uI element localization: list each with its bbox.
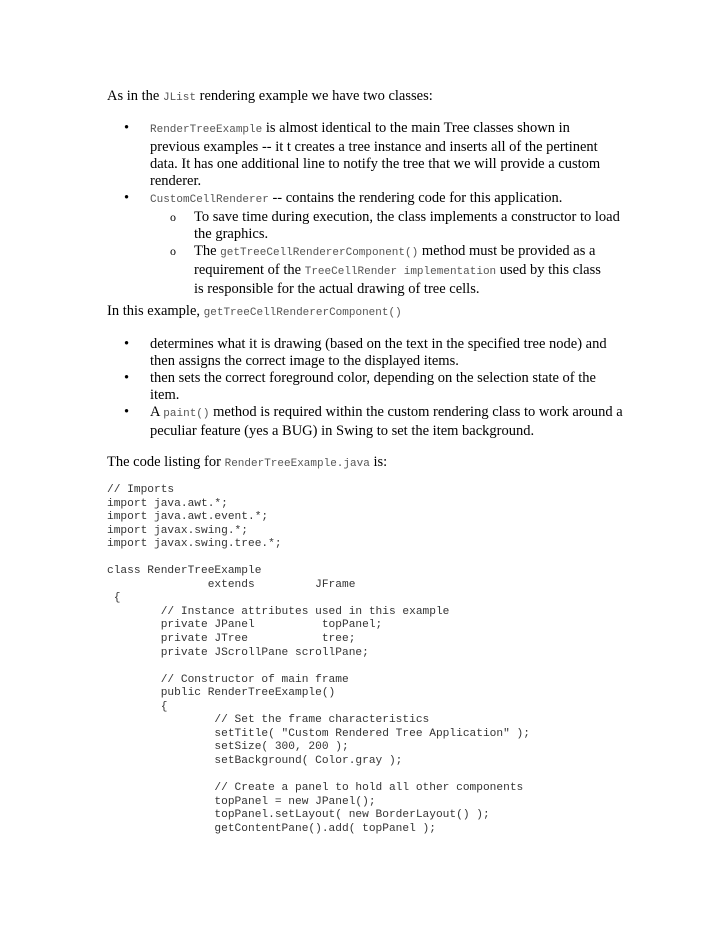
bullet-code: RenderTreeExample <box>150 124 263 136</box>
bullet-line: CustomCellRenderer -- contains the rendering code for this application. <box>150 190 563 206</box>
bullet-icon: • <box>124 404 130 420</box>
inline-code: getTreeCellRendererComponent() <box>203 307 402 319</box>
list-item <box>124 190 630 298</box>
bullet-code: CustomCellRenderer <box>150 194 269 206</box>
circle-bullet-icon: o <box>170 244 176 258</box>
list-item: • then sets the correct foreground color, depending on the selection state of the item. <box>124 370 596 403</box>
sub-list-item: o To save time during execution, the class implements a constructor to load the graphics. <box>170 209 620 242</box>
bullet-icon: • <box>124 336 130 352</box>
code-listing: // Imports import java.awt.*; import java.awt.event.*; import javax.swing.*; import javax.swing.tree.*; class RenderTreeExample extends JFrame { // Instance attributes used in this example private JPanel topPanel; private JTree tree; private JScrollPane scrollPane; // Constructor of main frame public RenderTreeExample() { // Set the frame characteristics setTitle( "Custom Rendered Tree Application" ); setSize( 300, 200 ); setBackground( Color.gray ); // Create a panel to hold all other components topPanel = new JPanel(); topPanel.setLayout( new BorderLayout() ); getContentPane().add( topPanel ); <box>107 484 530 835</box>
inline-code: getTreeCellRendererComponent() <box>220 247 419 259</box>
circle-bullet-icon: o <box>170 210 176 224</box>
intro-code: JList <box>162 92 196 104</box>
bullet-icon: • <box>124 120 130 136</box>
list-item: • determines what it is drawing (based on the text in the specified tree node) and then assigns the correct image to the displayed items. <box>124 336 607 369</box>
bullet-line: data. It has one additional line to notify the tree that we will provide a custom <box>150 156 601 172</box>
bullet-line: RenderTreeExample is almost identical to the main Tree classes shown in <box>150 120 570 136</box>
class-bullet-list <box>124 120 630 298</box>
intro-suffix: rendering example we have two classes: <box>196 88 433 104</box>
list-item: • A paint() method is required within the custom rendering class to work around a peculiar feature (yes a BUG) in Swing to set the item background. <box>124 404 623 439</box>
behavior-bullet-list <box>124 336 630 440</box>
sub-list-item: o The getTreeCellRendererComponent() method must be provided as a requirement of the TreeCellRender implementation used by this class is responsible for the actual drawing of tree cells. <box>170 243 601 297</box>
bullet-line: renderer. <box>150 173 202 189</box>
listing-intro-paragraph: The code listing for RenderTreeExample.java is: <box>107 454 388 470</box>
list-item <box>124 120 630 190</box>
inline-code: paint() <box>163 408 210 420</box>
bullet-line: previous examples -- it t creates a tree instance and inserts all of the pertinent <box>150 139 598 155</box>
example-paragraph: In this example, getTreeCellRendererComponent() <box>107 303 402 319</box>
bullet-icon: • <box>124 370 130 386</box>
inline-code: TreeCellRender implementation <box>304 266 497 278</box>
inline-code: RenderTreeExample.java <box>224 458 370 470</box>
intro-paragraph <box>107 88 433 107</box>
bullet-icon: • <box>124 190 130 206</box>
intro-prefix: As in the <box>107 88 163 104</box>
